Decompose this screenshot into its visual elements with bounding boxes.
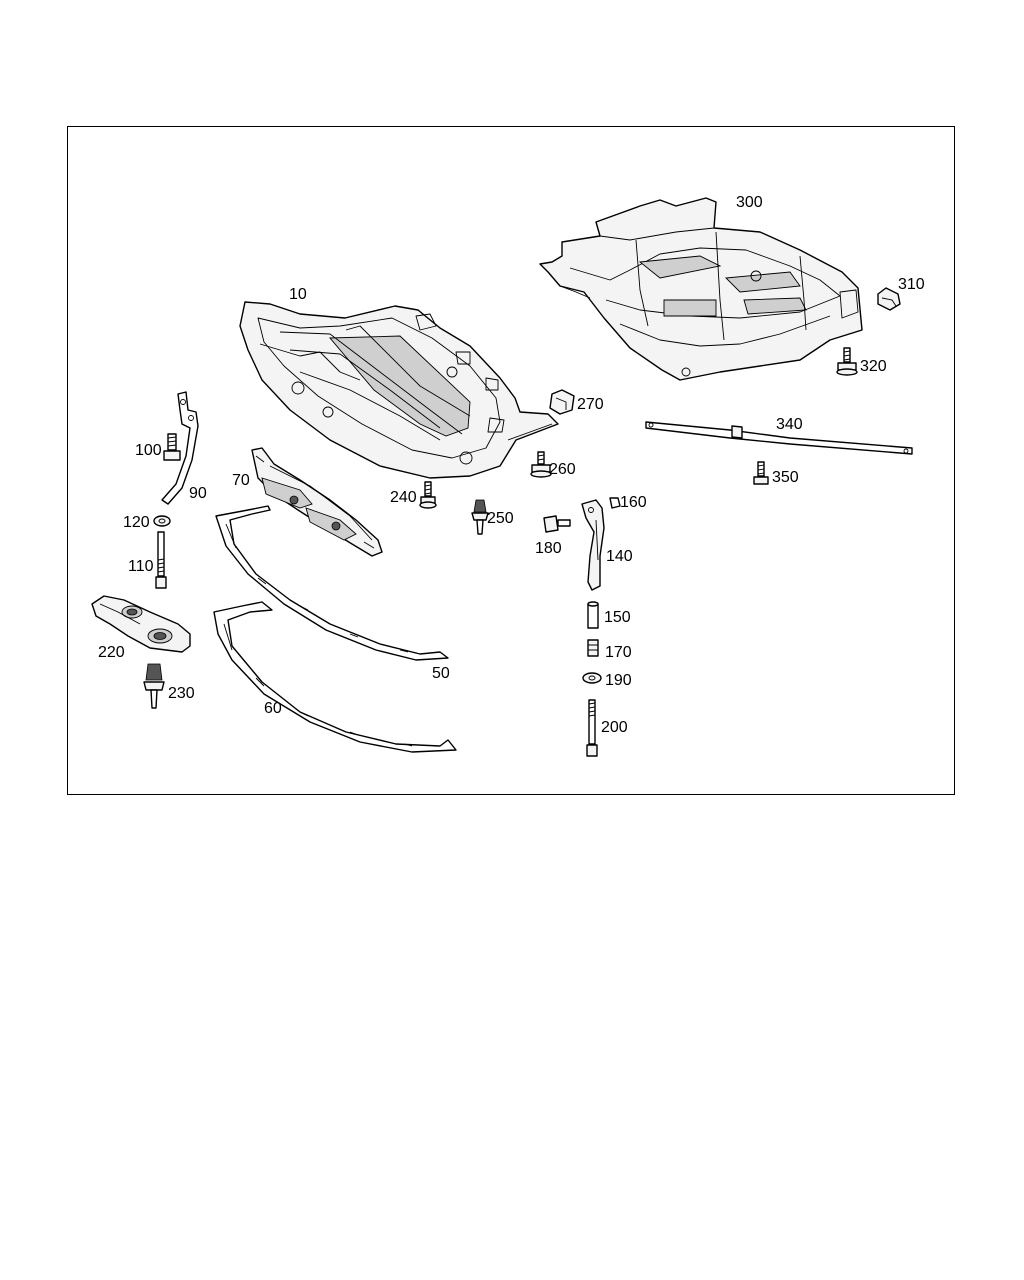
part-230-rivet <box>144 664 164 708</box>
part-260-screw <box>531 452 551 477</box>
label-200: 200 <box>601 719 628 736</box>
label-320: 320 <box>860 358 887 375</box>
part-160-clip <box>610 498 620 508</box>
label-150: 150 <box>604 609 631 626</box>
part-110-bolt <box>156 532 166 588</box>
part-140-bracket <box>582 500 604 590</box>
label-300: 300 <box>736 194 763 211</box>
label-60: 60 <box>264 700 282 717</box>
part-270-clip <box>550 390 574 414</box>
label-10: 10 <box>289 286 307 303</box>
part-60-seal-strip <box>214 602 456 752</box>
label-350: 350 <box>772 469 799 486</box>
label-110: 110 <box>128 558 154 575</box>
label-230: 230 <box>168 685 195 702</box>
label-220: 220 <box>98 644 125 661</box>
label-180: 180 <box>535 540 562 557</box>
part-70-shutter-actuator <box>252 448 382 556</box>
part-200-bolt <box>587 700 597 756</box>
part-350-screw <box>754 462 768 484</box>
label-190: 190 <box>605 672 632 689</box>
part-10-underbody-panel <box>240 302 558 478</box>
label-170: 170 <box>605 644 632 661</box>
part-100-screw <box>164 434 180 460</box>
label-90: 90 <box>189 485 207 502</box>
label-120: 120 <box>123 514 150 531</box>
part-190-washer <box>583 673 601 683</box>
label-160: 160 <box>620 494 647 511</box>
part-150-sleeve <box>588 602 598 628</box>
label-260: 260 <box>549 461 576 478</box>
label-70: 70 <box>232 472 250 489</box>
label-100: 100 <box>135 442 162 459</box>
part-170-nut <box>588 640 598 656</box>
part-250-rivet <box>472 500 488 534</box>
part-120-washer <box>154 516 170 526</box>
label-340: 340 <box>776 416 803 433</box>
label-140: 140 <box>606 548 633 565</box>
part-240-screw <box>420 482 436 508</box>
part-320-screw <box>837 348 857 375</box>
label-270: 270 <box>577 396 604 413</box>
label-50: 50 <box>432 665 450 682</box>
label-250: 250 <box>487 510 514 527</box>
part-310-clip <box>878 288 900 310</box>
label-310: 310 <box>898 276 925 293</box>
part-300-rear-underbody-panel <box>540 198 862 380</box>
part-180-bolt <box>544 516 570 532</box>
label-240: 240 <box>390 489 417 506</box>
